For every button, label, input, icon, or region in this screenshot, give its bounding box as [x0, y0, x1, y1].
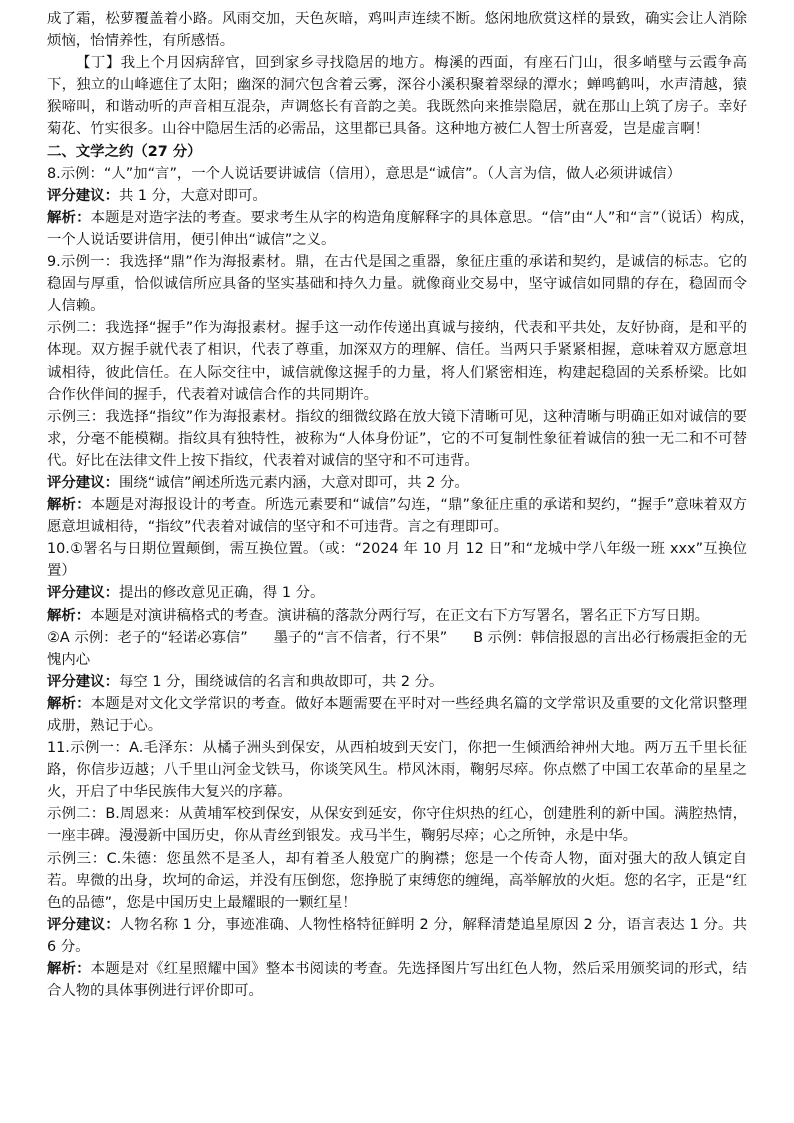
- q10-analysis-2: [47, 693, 747, 737]
- q10-answer-1: 10.①署名与日期位置颠倒，需互换位置。（或：“2024 年 10 月 12 日”和“龙城中学八年级一班 xxx”互换位置）: [47, 541, 747, 580]
- q11-analysis: [47, 958, 747, 1002]
- scoring-text: 共 1 分，大意对即可。: [118, 187, 267, 204]
- q10-example-a2: 墨子的“言不信者，行不果”: [273, 629, 448, 646]
- scoring-label: 评分建议：: [47, 585, 119, 602]
- analysis-text: 本题是对海报设计的考查。所选元素要和“诚信”勾连，“鼎”象征庄重的承诺和契约，“握手”意味着双方愿意坦诚相待，“指纹”代表着对诚信的坚守和不可违背。言之有理即可。: [47, 497, 747, 536]
- scoring-text: 人物名称 1 分，事迹准确、人物性格特征鲜明 2 分，解释清楚追星原因 2 分，语言表达 1 分。共 6 分。: [47, 916, 747, 955]
- q10-answer-2: [47, 627, 747, 671]
- q10-example-b: B 示例：韩信报恩的言出必行杨震拒金的无愧内心: [47, 629, 748, 668]
- analysis-text: 本题是对文化文学常识的考查。做好本题需要在平时对一些经典名篇的文学常识及重要的文化常识整理成册，熟记于心。: [47, 695, 747, 734]
- scoring-text: 每空 1 分，围绕诚信的名言和典故即可，共 2 分。: [118, 673, 444, 690]
- analysis-label: 解析：: [47, 695, 91, 712]
- section-heading-literature: 二、文学之约（27 分）: [47, 143, 202, 160]
- q11-example-1: 11.示例一：A.毛泽东：从橘子洲头到保安，从西柏坡到天安门，你把一生倾洒给神州大地。两万五千里长征路，你信步迈越；八千里山河金戈铁马，你谈笑风生。栉风沐雨，鞠躬尽瘁。你点燃了中国工农革命的星星之火，开启了中华民族伟大复兴的序幕。: [47, 740, 747, 801]
- passage-bing-tail: 成了霜，松萝覆盖着小路。风雨交加，天色灰暗，鸡叫声连续不断。悠闲地欣赏这样的景致，确实会让人消除烦恼，怡情养性，有所感悟。: [47, 11, 747, 50]
- q9-example-1: 9.示例一：我选择“鼎”作为海报素材。鼎，在古代是国之重器，象征庄重的承诺和契约，是诚信的标志。它的稳固与厚重，恰似诚信所应具备的坚实基础和持久力量。就像商业交易中，坚守诚信如同鼎的存在，稳固而令人信赖。: [47, 254, 747, 315]
- q9-analysis: [47, 494, 747, 538]
- q11-example-2: 示例二：B.周恩来：从黄埔军校到保安，从保安到延安，你守住炽热的红心，创建胜利的新中国。满腔热情，一座丰碑。漫漫新中国历史，你从青丝到银发。戎马半生，鞠躬尽瘁；心之所钟，永是中华。: [47, 806, 747, 845]
- q8-answer: 8.示例：“人”加“言”，一个人说话要讲诚信（信用），意思是“诚信”。（人言为信，做人必须讲诚信）: [47, 165, 682, 182]
- scoring-text: 围绕“诚信”阐述所选元素内涵，大意对即可，共 2 分。: [118, 474, 469, 491]
- scoring-label: 评分建议：: [47, 916, 120, 933]
- scoring-label: 评分建议：: [47, 673, 119, 690]
- analysis-text: 本题是对《红星照耀中国》整本书阅读的考查。先选择图片写出红色人物，然后采用颁奖词的形式，结合人物的具体事例进行评价即可。: [47, 961, 747, 1000]
- q9-example-2: 示例二：我选择“握手”作为海报素材。握手这一动作传递出真诚与接纳，代表和平共处，友好协商，是和平的体现。双方握手就代表了相识，代表了尊重，加深双方的理解、信任。当两只手紧紧相握，意味着双方愿意坦诚相待，彼此信任。在人际交往中，诚信就像这握手的力量，将人们紧密相连，构建起稳固的关系桥梁。比如合作伙伴间的握手，代表着对诚信合作的共同期许。: [47, 320, 747, 403]
- q11-example-3: 示例三：C.朱德：您虽然不是圣人，却有着圣人般宽广的胸襟；您是一个传奇人物，面对强大的敌人镇定自若。卑微的出身，坎坷的命运，并没有压倒您，您挣脱了束缚您的缠绳，高举解放的火炬。您的名字，正是“红色的品德”，您是中国历史上最耀眼的一颗红星！: [47, 850, 747, 911]
- analysis-text: 本题是对演讲稿格式的考查。演讲稿的落款分两行写，在正文右下方写署名，署名正下方写日期。: [90, 607, 709, 624]
- scoring-text: 提出的修改意见正确，得 1 分。: [118, 585, 325, 602]
- passage-ding: 【丁】我上个月因病辞官，回到家乡寻找隐居的地方。梅溪的西面，有座石门山，很多峭壁与云霞争高下，独立的山峰遮住了太阳；幽深的洞穴包含着云雾，深谷小溪积聚着翠绿的潭水；蝉鸣鹤叫，水声清越，猿猴啼叫，和谐动听的声音相互混杂，声调悠长有音韵之美。我既然向来推崇隐居，就在那山上筑了房子。幸好菊花、竹实很多。山谷中隐居生活的必需品，这里都已具备。这种地方被仁人智士所喜爱，岂是虚言啊！: [47, 55, 747, 138]
- analysis-label: 解析：: [47, 209, 91, 226]
- analysis-label: 解析：: [47, 497, 91, 514]
- q9-example-3: 示例三：我选择“指纹”作为海报素材。指纹的细微纹路在放大镜下清晰可见，这种清晰与明确正如对诚信的要求，分毫不能模糊。指纹具有独特性，被称为“人体身份证”，它的不可复制性象征着诚信的独一无二和不可替代。好比在法律文件上按下指纹，代表着对诚信的坚守和不可违背。: [47, 408, 747, 469]
- analysis-text: 本题是对造字法的考查。要求考生从字的构造角度解释字的具体意思。“信”由“人”和“言”（说话）构成， 一个人说话要讲信用，便引伸出“诚信”之义。: [47, 209, 762, 248]
- scoring-label: 评分建议：: [47, 474, 119, 491]
- analysis-label: 解析：: [47, 961, 91, 978]
- q10-scoring-2: [47, 671, 747, 693]
- q11-scoring: [47, 914, 747, 958]
- scoring-label: 评分建议：: [47, 187, 119, 204]
- q10-example-a1: ②A 示例：老子的“轻诺必寡信”: [47, 629, 248, 646]
- analysis-label: 解析：: [47, 607, 91, 624]
- q8-analysis: [47, 207, 762, 251]
- q10-scoring-1: [47, 582, 747, 604]
- q8-scoring: [47, 185, 747, 207]
- q10-analysis-1: [47, 605, 747, 627]
- q9-scoring: [47, 472, 747, 494]
